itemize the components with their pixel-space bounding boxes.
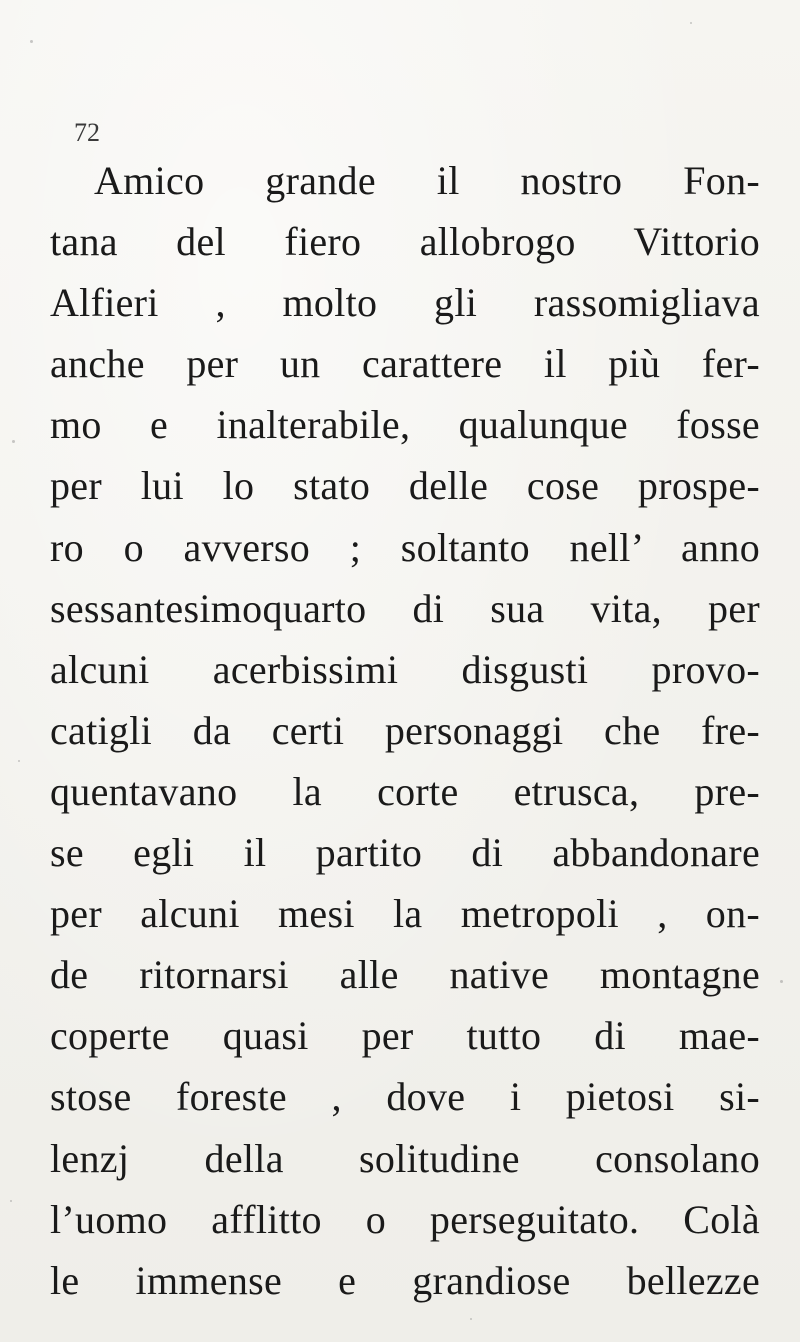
text-line: quentavano la corte etrusca, pre-: [50, 768, 760, 814]
text-line: mo e inalterabile, qualunque fosse: [50, 402, 760, 448]
text-line: alcuni acerbissimi disgusti provo-: [50, 646, 760, 692]
text-line: anche per un carattere il più fer-: [50, 341, 760, 387]
paper-speck: [470, 1318, 472, 1320]
text-line: de ritornarsi alle native montagne: [50, 952, 760, 998]
text-line: l’uomo afflitto o perseguitato. Colà: [50, 1196, 760, 1242]
paper-speck: [12, 440, 15, 443]
text-line: Alfieri , molto gli rassomigliava: [50, 280, 760, 326]
text-line: ro o avverso ; soltanto nell’ anno: [50, 524, 760, 570]
body-text: [50, 150, 760, 1311]
page-number: 72: [74, 118, 100, 147]
paper-speck: [18, 760, 20, 762]
text-line: coperte quasi per tutto di mae-: [50, 1013, 760, 1059]
text-line: lenzj della solitudine consolano: [50, 1135, 760, 1181]
text-line: catigli da certi personaggi che fre-: [50, 707, 760, 753]
text-line: le immense e grandiose bellezze: [50, 1257, 760, 1303]
text-line: sessantesimoquarto di sua vita, per: [50, 585, 760, 631]
text-line: per lui lo stato delle cose prospe-: [50, 463, 760, 509]
text-line: tana del fiero allobrogo Vittorio: [50, 219, 760, 265]
paper-speck: [30, 40, 33, 43]
text-line: se egli il partito di abbandonare: [50, 830, 760, 876]
text-line: per alcuni mesi la metropoli , on-: [50, 891, 760, 937]
paper-speck: [780, 980, 783, 983]
text-line: Amico grande il nostro Fon-: [94, 158, 760, 203]
paper-speck: [10, 1200, 12, 1202]
text-line: stose foreste , dove i pietosi si-: [50, 1074, 760, 1120]
paper-speck: [690, 22, 692, 24]
